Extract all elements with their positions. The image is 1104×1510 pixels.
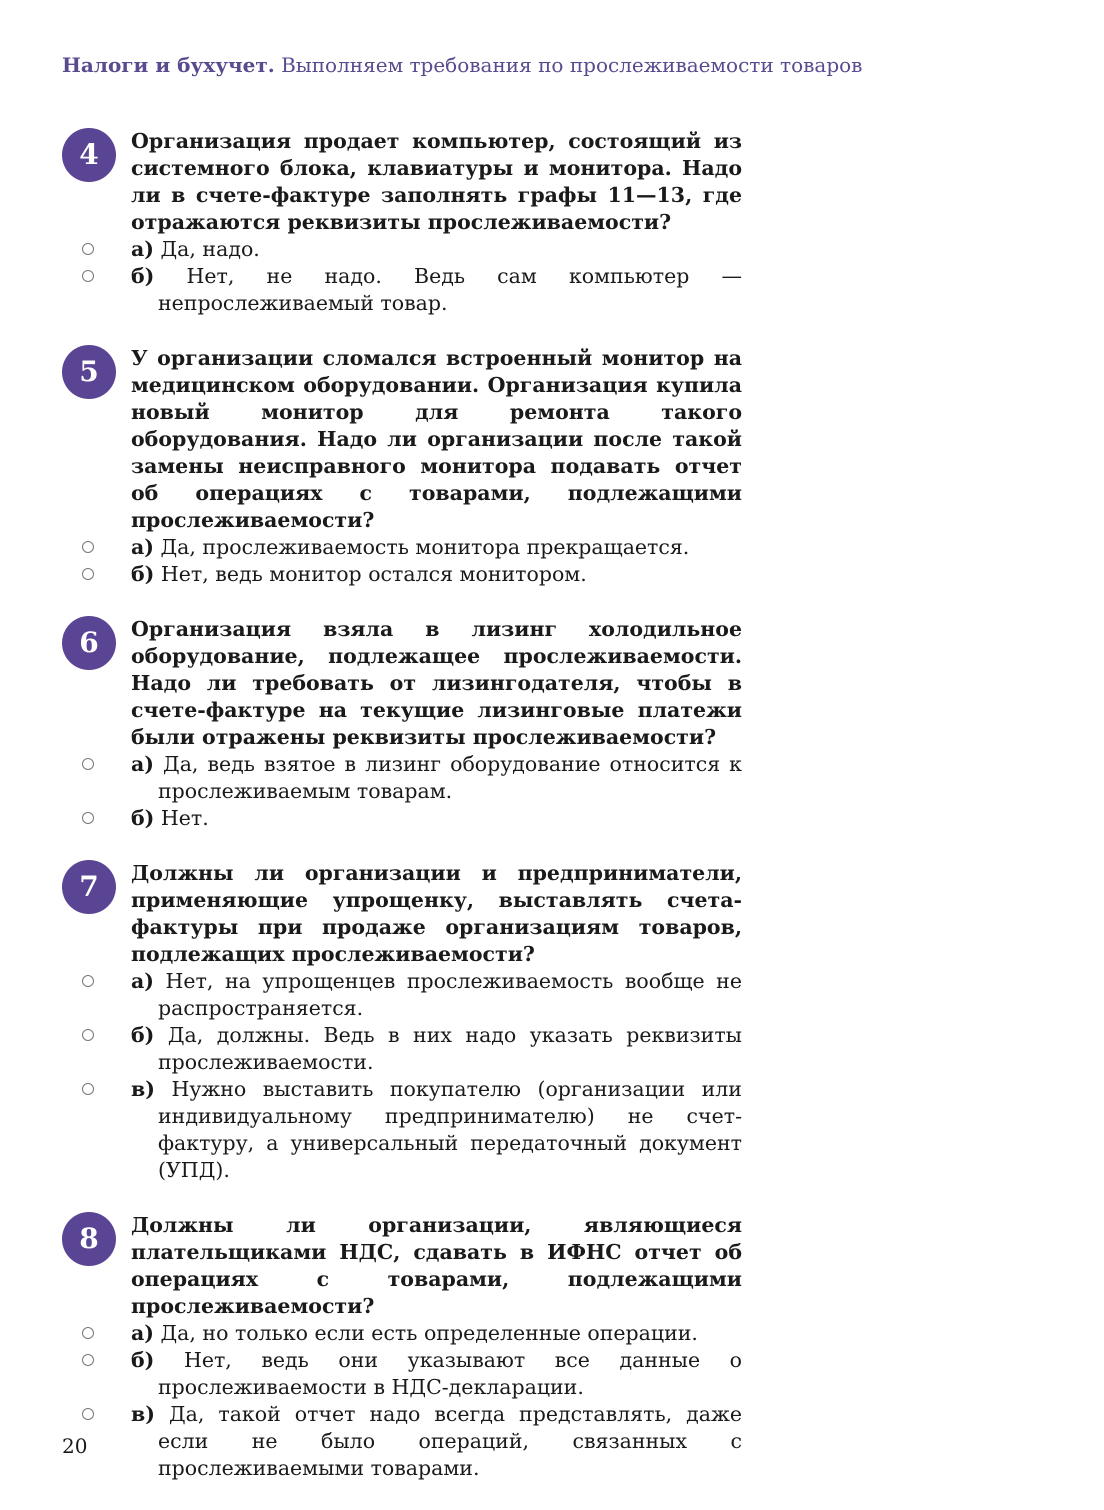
answer-letter: а)	[131, 535, 154, 559]
radio-button-icon[interactable]	[82, 1083, 94, 1095]
header-section: Налоги и бухучет.	[62, 53, 275, 77]
answer-option[interactable]	[131, 561, 742, 588]
question-number-badge: 8	[62, 1212, 116, 1266]
answer-option[interactable]	[131, 1076, 742, 1184]
answer-option[interactable]	[131, 751, 742, 805]
answer-text: Да, ведь взятое в лизинг оборудование относится к прослеживаемым товарам.	[158, 752, 742, 803]
question-text: У организации сломался встроенный монитор на медицинском оборудовании. Организация купила новый монитор для ремонта такого оборудования. Надо ли организации после такой замены неисправного монитора подавать отчет об операциях с товарами, подлежащими прослеживаемости?	[131, 346, 742, 532]
answer-options	[62, 751, 742, 832]
answer-option[interactable]	[131, 805, 742, 832]
question-number-badge: 4	[62, 128, 116, 182]
running-header	[62, 53, 862, 77]
answer-text: Да, но только если есть определенные операции.	[160, 1321, 698, 1345]
answer-text: Да, такой отчет надо всегда представлять, даже если не было операций, связанных с прослеживаемыми товарами.	[158, 1402, 742, 1480]
answer-letter: б)	[131, 562, 155, 586]
question-6	[62, 616, 742, 832]
radio-button-icon[interactable]	[82, 270, 94, 282]
question-text: Организация продает компьютер, состоящий из системного блока, клавиатуры и монитора. Надо ли в счете-фактуре заполнять графы 11—13, где отражаются реквизиты прослеживаемости?	[131, 129, 742, 234]
question-number-badge: 7	[62, 860, 116, 914]
answer-letter: б)	[131, 1348, 155, 1372]
question-text: Должны ли организации и предприниматели, применяющие упрощенку, выставлять счета-фактуры при продаже организациям товаров, подлежащих прослеживаемости?	[131, 861, 742, 966]
answer-letter: а)	[131, 969, 154, 993]
answer-text: Нет, на упрощенцев прослеживаемость вообще не распространяется.	[158, 969, 742, 1020]
radio-button-icon[interactable]	[82, 975, 94, 987]
answer-letter: а)	[131, 752, 154, 776]
radio-button-icon[interactable]	[82, 1354, 94, 1366]
question-8	[62, 1212, 742, 1482]
answer-options	[62, 236, 742, 317]
radio-button-icon[interactable]	[82, 1327, 94, 1339]
radio-button-icon[interactable]	[82, 243, 94, 255]
radio-button-icon[interactable]	[82, 1408, 94, 1420]
answer-option[interactable]	[131, 1320, 742, 1347]
question-4	[62, 128, 742, 317]
answer-text: Да, прослеживаемость монитора прекращается.	[160, 535, 690, 559]
answer-option[interactable]	[131, 263, 742, 317]
answer-letter: а)	[131, 1321, 154, 1345]
answer-option[interactable]	[131, 236, 742, 263]
answer-text: Нет, ведь монитор остался монитором.	[160, 562, 587, 586]
answer-letter: б)	[131, 806, 155, 830]
question-text: Должны ли организации, являющиеся плательщиками НДС, сдавать в ИФНС отчет об операциях с товарами, подлежащими прослеживаемости?	[131, 1213, 742, 1318]
radio-button-icon[interactable]	[82, 541, 94, 553]
answer-text: Нужно выставить покупателю (организации или индивидуальному предпринимателю) не счет-фактуру, а универсальный передаточный документ (УПД).	[158, 1077, 742, 1182]
radio-button-icon[interactable]	[82, 1029, 94, 1041]
answer-option[interactable]	[131, 1347, 742, 1401]
answer-letter: а)	[131, 237, 154, 261]
answer-text: Нет, не надо. Ведь сам компьютер — непрослеживаемый товар.	[158, 264, 742, 315]
answer-text: Нет, ведь они указывают все данные о прослеживаемости в НДС-декларации.	[158, 1348, 742, 1399]
answer-option[interactable]	[131, 1022, 742, 1076]
question-5	[62, 345, 742, 588]
question-7	[62, 860, 742, 1184]
radio-button-icon[interactable]	[82, 758, 94, 770]
answer-text: Да, должны. Ведь в них надо указать реквизиты прослеживаемости.	[158, 1023, 742, 1074]
answer-letter: б)	[131, 264, 155, 288]
page-number: 20	[62, 1434, 88, 1458]
answer-letter: в)	[131, 1402, 155, 1426]
answer-option[interactable]	[131, 1401, 742, 1482]
answer-option[interactable]	[131, 534, 742, 561]
answer-text: Нет.	[160, 806, 209, 830]
answer-letter: в)	[131, 1077, 155, 1101]
question-text: Организация взяла в лизинг холодильное оборудование, подлежащее прослеживаемости. Надо ли требовать от лизингодателя, чтобы в счете-фактуре на текущие лизинговые платежи были отражены реквизиты прослеживаемости?	[131, 617, 742, 749]
answer-options	[62, 968, 742, 1184]
quiz-questions	[62, 128, 742, 1510]
answer-letter: б)	[131, 1023, 155, 1047]
answer-option[interactable]	[131, 968, 742, 1022]
answer-options	[62, 534, 742, 588]
header-title: Выполняем требования по прослеживаемости товаров	[281, 53, 863, 77]
radio-button-icon[interactable]	[82, 568, 94, 580]
answer-text: Да, надо.	[160, 237, 260, 261]
question-number-badge: 6	[62, 616, 116, 670]
radio-button-icon[interactable]	[82, 812, 94, 824]
question-number-badge: 5	[62, 345, 116, 399]
answer-options	[62, 1320, 742, 1482]
